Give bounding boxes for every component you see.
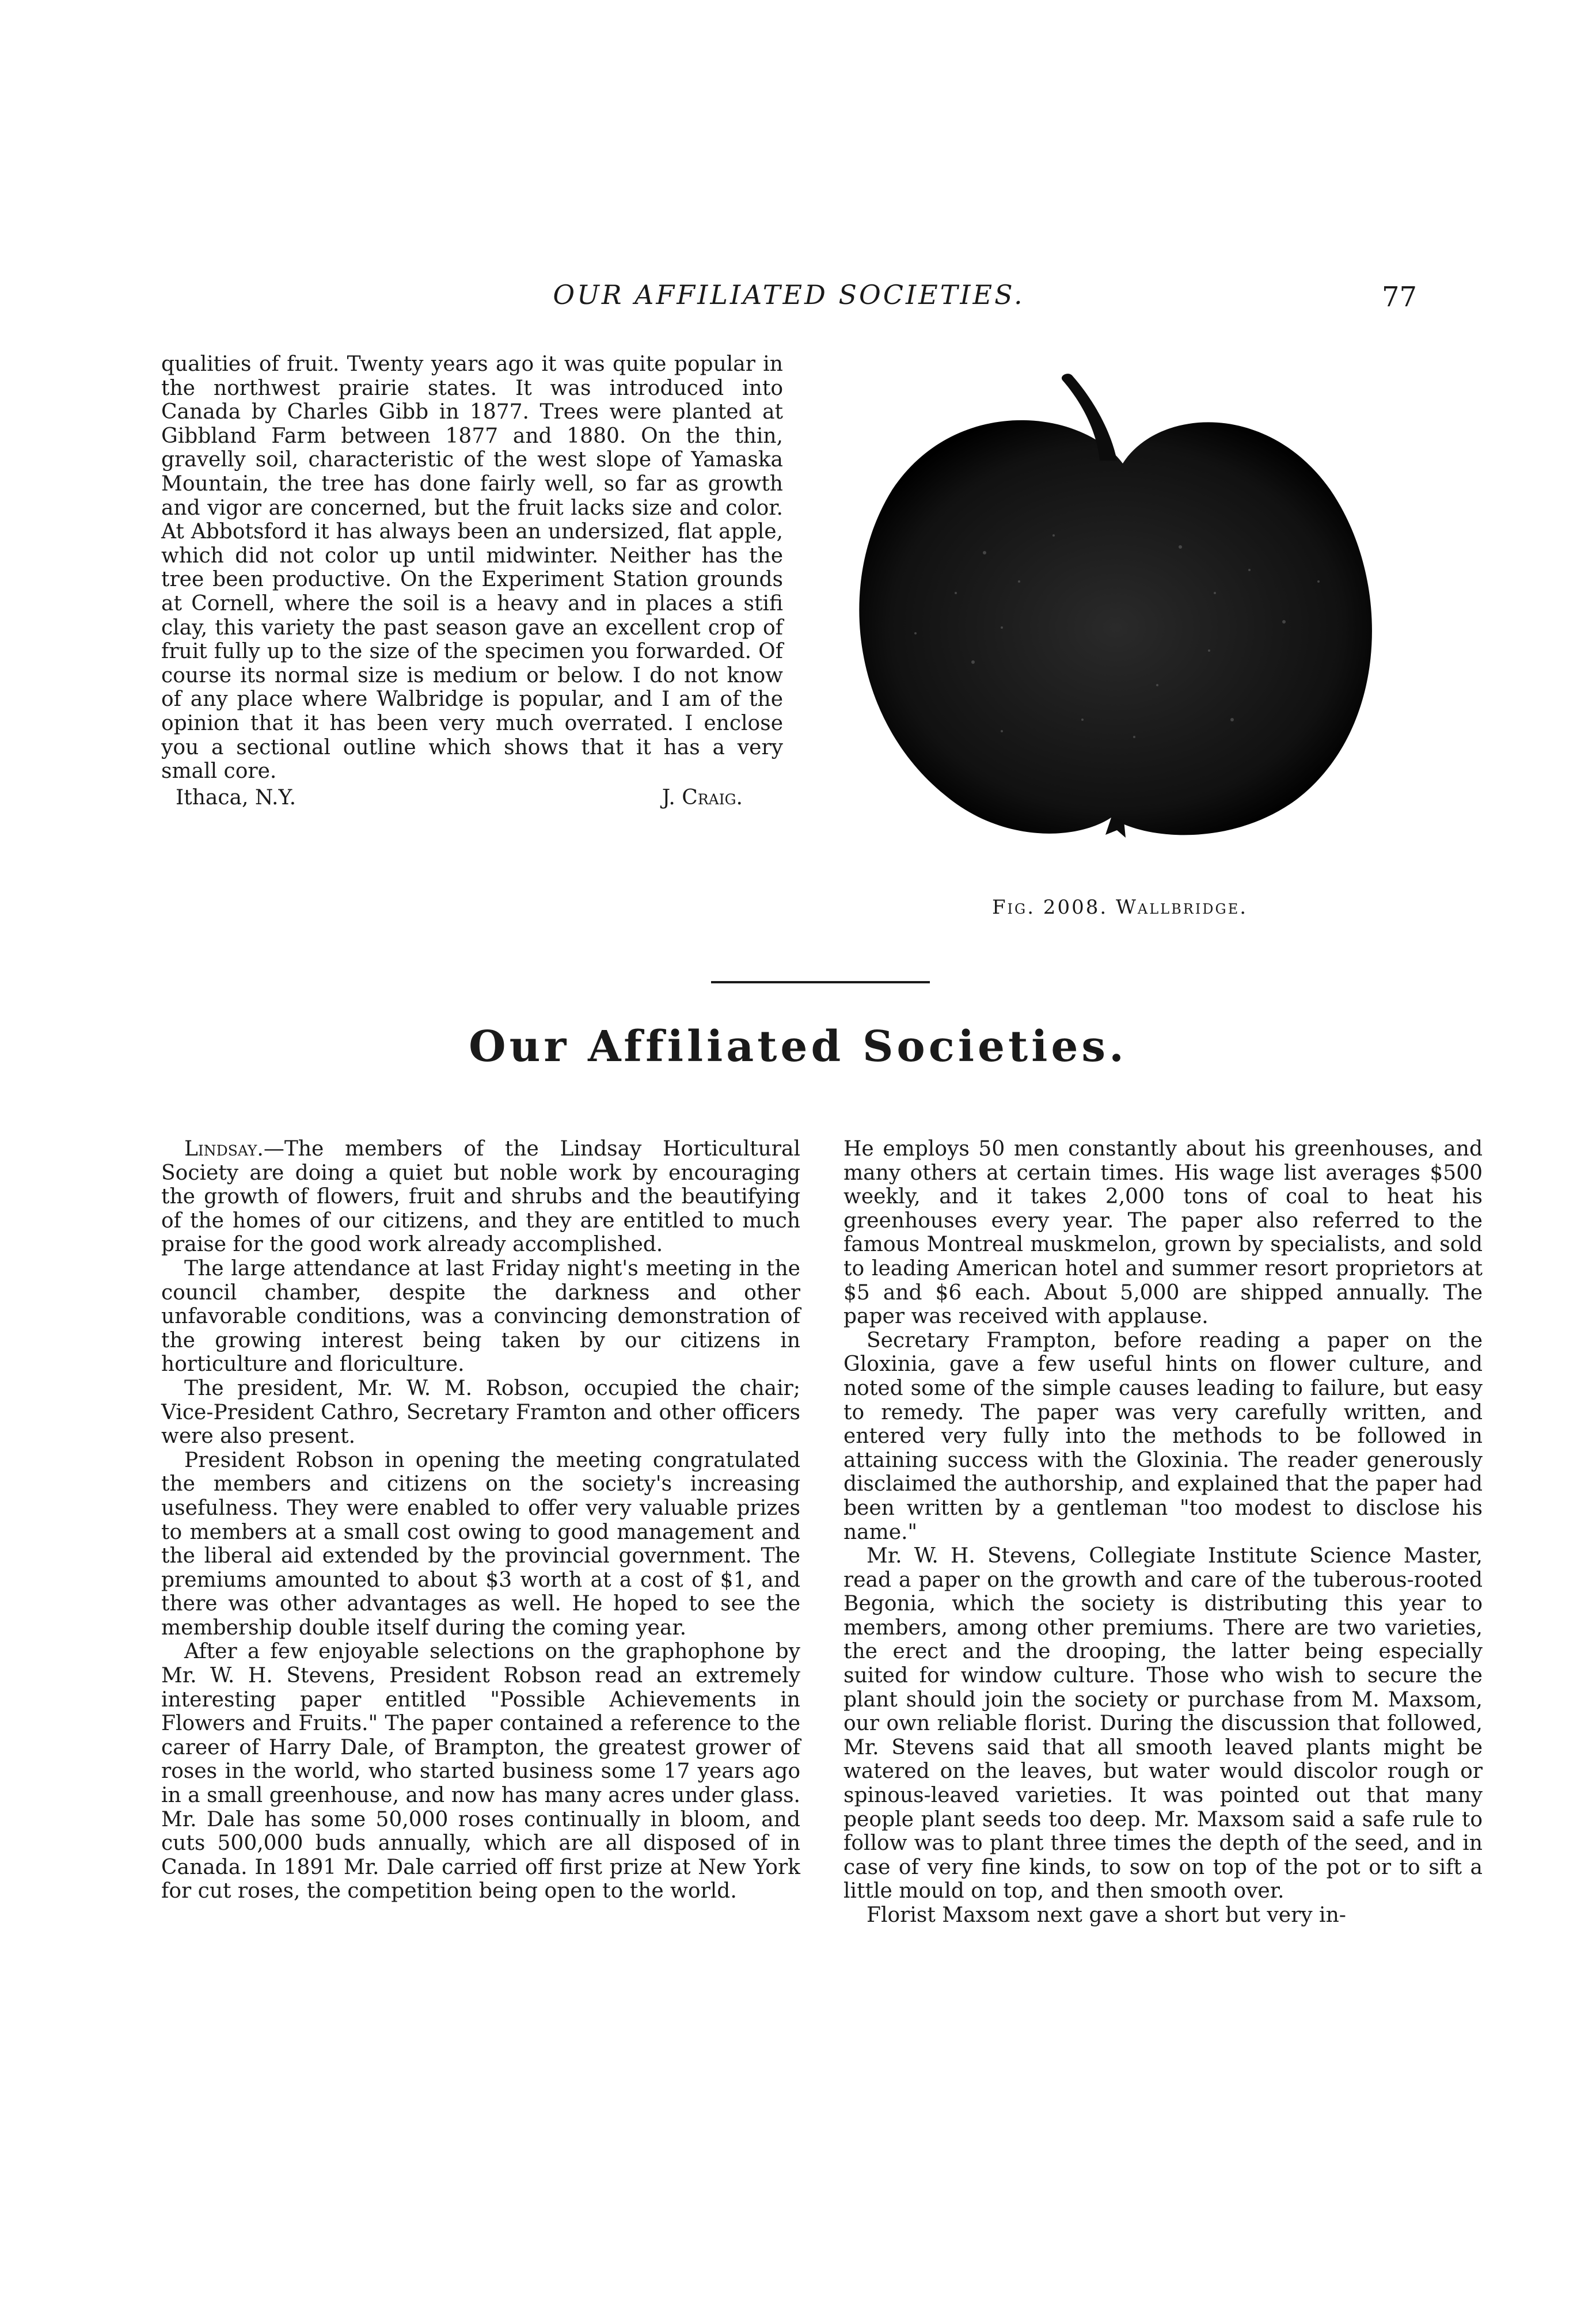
article-top-column xyxy=(161,352,783,809)
paragraph: The large attendance at last Friday night's meeting in the council chamber, despite the darkness and other unfavorable conditions, was a convincing demonstration of the growing interest being taken by our citizens in horticulture and floriculture. xyxy=(161,1256,800,1377)
paragraph-lindsay xyxy=(161,1137,800,1257)
paragraph: President Robson in opening the meeting congratulated the members and citizens on the society's increasing usefulness. They were enabled to offer very valuable prizes to members at a small cost owing to good management and the liberal aid extended by the provincial government. The premiums amounted to about $3 worth at a cost of $1, and there was other advantages as well. He hoped to see the membership double itself during the coming year. xyxy=(161,1448,800,1640)
paragraph-lindsay-text: —The members of the Lindsay Horticultural Society are doing a quiet but noble work by encouraging the growth of flowers, fruit and shrubs and the beautifying of the homes of our citizens, and they are entitled to much praise for the good work already accomplished. xyxy=(161,1137,800,1257)
paragraph: After a few enjoyable selections on the graphophone by Mr. W. H. Stevens, President Robson read an extremely interesting paper entitled "Possible Achievements in Flowers and Fruits." The paper contained a reference to the career of Harry Dale, of Brampton, the greatest grower of roses in the world, who started business some 17 years ago in a small greenhouse, and now has many acres under glass. Mr. Dale has some 50,000 roses continually in bloom, and cuts 500,000 buds annually, which are all disposed of in Canada. In 1891 Mr. Dale carried off first prize at New York for cut roses, the competition being open to the world. xyxy=(161,1640,800,1903)
signature-line xyxy=(161,786,783,810)
left-column xyxy=(161,1137,800,1903)
running-head: OUR AFFILIATED SOCIETIES. xyxy=(553,279,1025,310)
paragraph: Secretary Frampton, before reading a paper on the Gloxinia, gave a few useful hints on flower culture, and noted some of the simple causes leading to failure, but easy to remedy. The paper was very carefully written, and entered very fully into the methods to be followed in attaining success with the Gloxinia. The reader generously disclaimed the authorship, and explained that the paper had been written by a gentleman "too modest to disclose his name." xyxy=(843,1328,1483,1544)
author-signature: J. Craig. xyxy=(662,785,743,809)
wallbridge-apple-figure xyxy=(812,363,1422,881)
right-column xyxy=(843,1137,1483,1928)
section-title: Our Affiliated Societies. xyxy=(469,1022,1127,1071)
apple-body xyxy=(859,420,1372,835)
lead-name: Lindsay. xyxy=(184,1137,264,1161)
paragraph: He employs 50 men constantly about his greenhouses, and many others at certain times. His wage list averages $500 weekly, and it takes 2,000 tons of coal to heat his greenhouses every year. The paper also referred to the famous Montreal muskmelon, grown by specialists, and sold to leading American hotel and summer resort proprietors at $5 and $6 each. About 5,000 are shipped annually. The paper was received with applause. xyxy=(843,1137,1483,1329)
paragraph: Mr. W. H. Stevens, Collegiate Institute Science Master, read a paper on the growth and care of the tuberous-rooted Begonia, which the society is distributing this year to members, among other premiums. There are two varieties, the erect and the drooping, the latter being especially suited for window culture. Those who wish to secure the plant should join the society or purchase from M. Maxsom, our own reliable florist. During the discussion that followed, Mr. Stevens said that all smooth leaved plants might be watered on the leaves, but water would discolor rough or spinous-leaved varieties. It was pointed out that many people plant seeds too deep. Mr. Maxsom said a safe rule to follow was to plant three times the depth of the seed, and in case of very fine kinds, to sow on top of the pot or to sift a little mould on top, and then smooth over. xyxy=(843,1544,1483,1903)
apple-calyx xyxy=(1105,818,1126,838)
page-number: 77 xyxy=(1382,281,1418,313)
paragraph: The president, Mr. W. M. Robson, occupied the chair; Vice-President Cathro, Secretary Framton and other officers were also present. xyxy=(161,1376,800,1449)
place-line: Ithaca, N.Y. xyxy=(176,785,297,809)
section-divider xyxy=(711,981,930,983)
article-top-body: qualities of fruit. Twenty years ago it was quite popular in the northwest prairie states. It was introduced into Canada by Charles Gibb in 1877. Trees were planted at Gibbland Farm between 1877 and 1880. On the thin, gravelly soil, characteristic of the west slope of Yamaska Mountain, the tree has done fairly well, so far as growth and vigor are concerned, but the fruit lacks size and color. At Abbotsford it has always been an undersized, flat apple, which did not color up until midwinter. Neither has the tree been productive. On the Experiment Station grounds at Cornell, where the soil is a heavy and in places a stifi clay, this variety the past season gave an excellent crop of fruit fully up to the size of the specimen you forwarded. Of course its normal size is medium or below. I do not know of any place where Walbridge is popular, and I am of the opinion that it has been very much overrated. I enclose you a sectional outline which shows that it has a very small core. xyxy=(161,352,783,784)
paragraph: Florist Maxsom next gave a short but very in- xyxy=(867,1903,1346,1927)
figure-caption: Fig. 2008. Wallbridge. xyxy=(991,896,1248,919)
